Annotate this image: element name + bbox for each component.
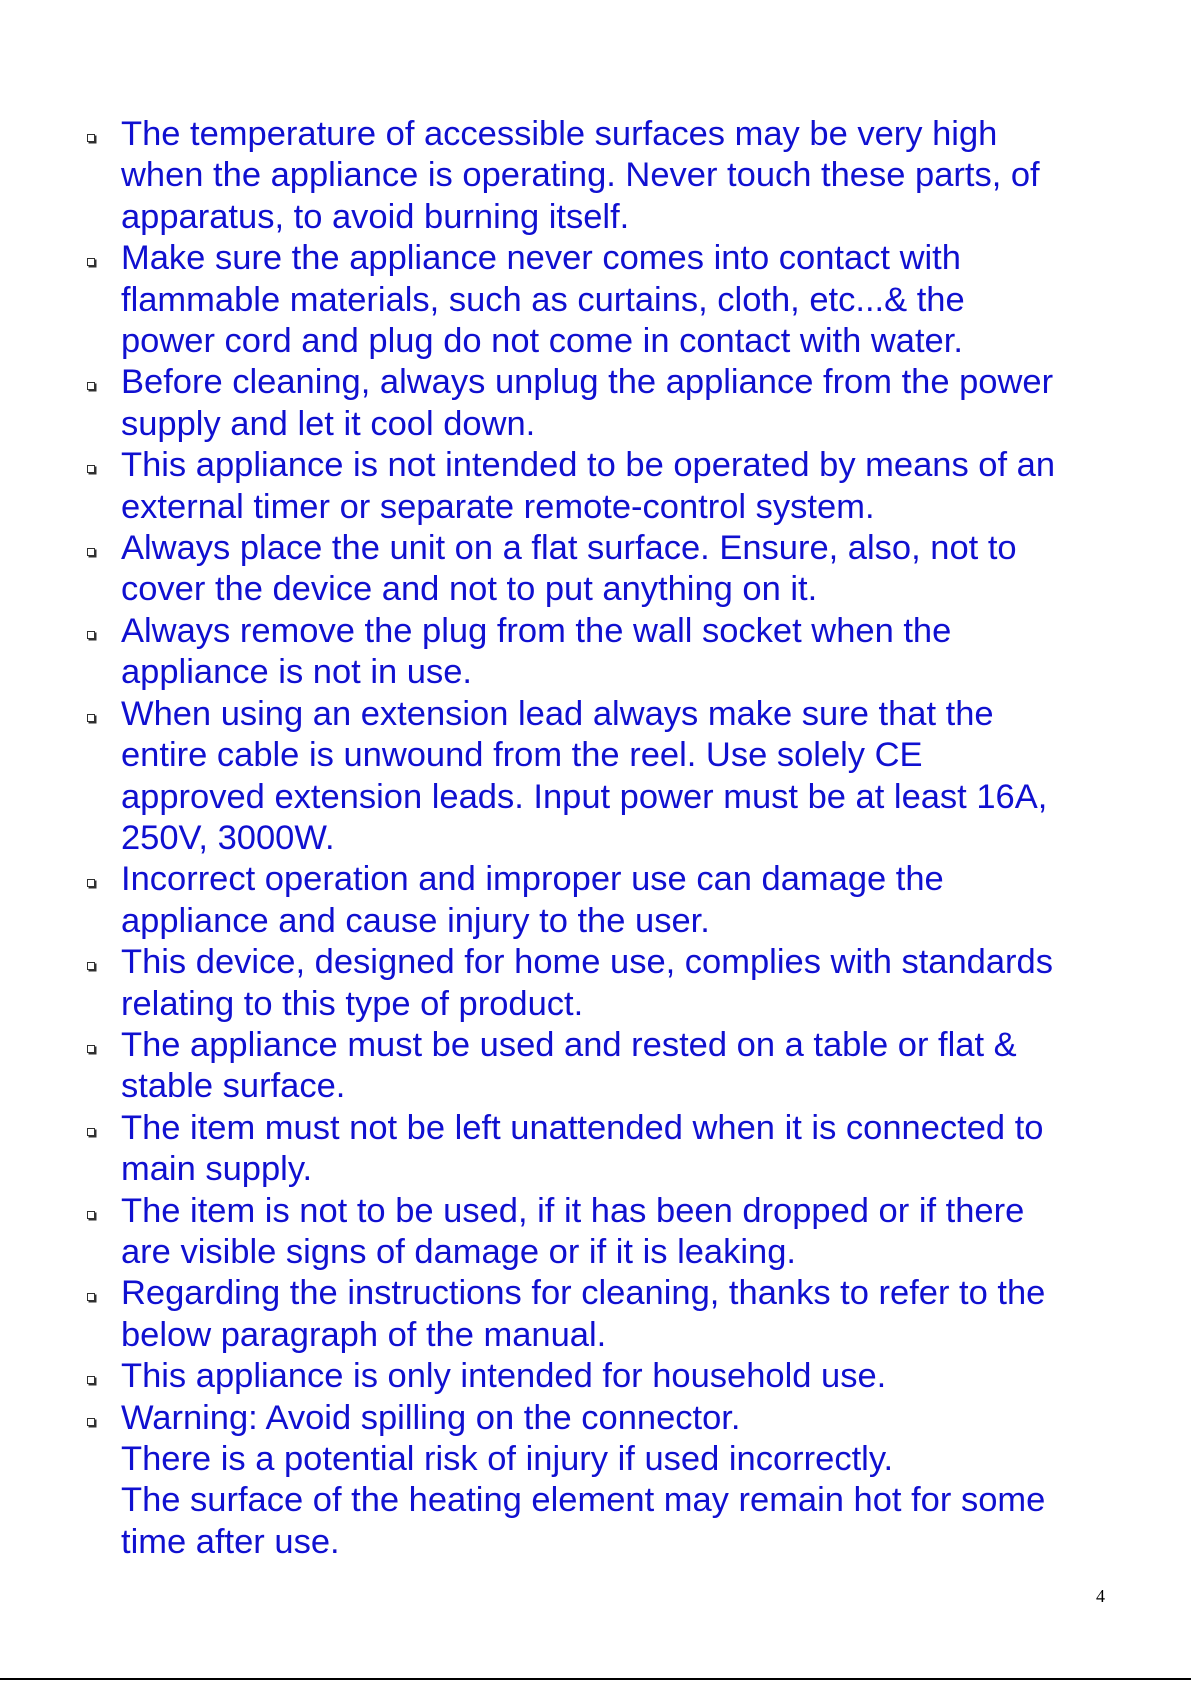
instruction-text-line: Before cleaning, always unplug the appliance from the power xyxy=(121,363,1054,402)
square-bullet-icon xyxy=(87,465,95,473)
instruction-text-line: are visible signs of damage or if it is leaking. xyxy=(121,1232,796,1271)
instruction-text-line: 250V, 3000W. xyxy=(121,818,335,857)
instruction-text-line: When using an extension lead always make sure that the xyxy=(121,694,994,733)
instruction-text-line: below paragraph of the manual. xyxy=(121,1315,607,1354)
instruction-text-line: main supply. xyxy=(121,1150,313,1189)
square-bullet-icon xyxy=(87,631,95,639)
instruction-text-line: flammable materials, such as curtains, cloth, etc...& the xyxy=(121,280,965,319)
safety-instructions-list xyxy=(86,114,1126,1563)
instruction-text-line: The surface of the heating element may remain hot for some xyxy=(121,1481,1046,1520)
instruction-text-line: This appliance is not intended to be operated by means of an xyxy=(121,446,1056,485)
square-bullet-icon xyxy=(87,1376,95,1384)
instruction-text-line: The temperature of accessible surfaces may be very high xyxy=(121,115,998,153)
instruction-text-line: This device, designed for home use, complies with standards xyxy=(121,943,1053,982)
instruction-text-line: cover the device and not to put anything on it. xyxy=(121,570,818,609)
list-item xyxy=(86,1191,1126,1274)
list-item xyxy=(86,942,1126,1025)
square-bullet-icon xyxy=(87,1211,95,1219)
list-item xyxy=(86,362,1126,445)
instruction-text-line: Make sure the appliance never comes into contact with xyxy=(121,239,961,278)
square-bullet-icon xyxy=(87,1128,95,1136)
instruction-text-line: relating to this type of product. xyxy=(121,984,584,1023)
square-bullet-icon xyxy=(87,1293,95,1301)
instruction-text-line: Always remove the plug from the wall socket when the xyxy=(121,611,952,650)
list-item xyxy=(86,1025,1126,1108)
instruction-text-line: Regarding the instructions for cleaning, thanks to refer to the xyxy=(121,1274,1046,1313)
square-bullet-icon xyxy=(87,548,95,556)
instruction-text-line: supply and let it cool down. xyxy=(121,404,536,443)
instruction-text-line: Warning: Avoid spilling on the connector. xyxy=(121,1398,741,1437)
square-bullet-icon xyxy=(87,134,95,142)
instruction-text-line: power cord and plug do not come in contact with water. xyxy=(121,322,963,361)
square-bullet-icon xyxy=(87,879,95,887)
square-bullet-icon xyxy=(87,962,95,970)
instruction-text-line: The appliance must be used and rested on a table or flat & xyxy=(121,1025,1017,1064)
list-item xyxy=(86,445,1126,528)
page-number: 4 xyxy=(1096,1586,1105,1606)
instruction-text-line: Incorrect operation and improper use can damage the xyxy=(121,860,944,899)
instruction-text-line: appliance and cause injury to the user. xyxy=(121,901,710,940)
list-item xyxy=(86,1273,1126,1356)
instruction-text-line: The item is not to be used, if it has been dropped or if there xyxy=(121,1191,1025,1230)
list-item xyxy=(86,694,1126,860)
instruction-text-line: apparatus, to avoid burning itself. xyxy=(121,197,630,236)
list-item xyxy=(86,528,1126,611)
list-item xyxy=(86,114,1126,238)
instruction-text-line: There is a potential risk of injury if used incorrectly. xyxy=(121,1440,894,1478)
instruction-text-line: when the appliance is operating. Never touch these parts, of xyxy=(121,156,1040,195)
list-item xyxy=(86,238,1126,362)
square-bullet-icon xyxy=(87,258,95,266)
instruction-text-line: time after use. xyxy=(121,1522,340,1561)
instruction-text-line: approved extension leads. Input power must be at least 16A, xyxy=(121,777,1048,816)
square-bullet-icon xyxy=(87,714,95,722)
instruction-text-line: external timer or separate remote-control system. xyxy=(121,487,875,526)
instruction-text-line: The item must not be left unattended when it is connected to xyxy=(121,1108,1044,1147)
instruction-text-line: Always place the unit on a flat surface. Ensure, also, not to xyxy=(121,529,1017,568)
instruction-text-line: stable surface. xyxy=(121,1067,346,1106)
list-item xyxy=(86,1356,1126,1397)
square-bullet-icon xyxy=(87,1418,95,1426)
instruction-text-line: appliance is not in use. xyxy=(121,653,472,692)
instruction-text-line: This appliance is only intended for household use. xyxy=(121,1357,887,1396)
list-item xyxy=(86,1398,1126,1564)
instruction-text-line: entire cable is unwound from the reel. Use solely CE xyxy=(121,736,923,775)
list-item xyxy=(86,859,1126,942)
list-item xyxy=(86,1108,1126,1191)
bottom-rule xyxy=(0,1678,1191,1680)
list-item xyxy=(86,611,1126,694)
square-bullet-icon xyxy=(87,382,95,390)
square-bullet-icon xyxy=(87,1045,95,1053)
